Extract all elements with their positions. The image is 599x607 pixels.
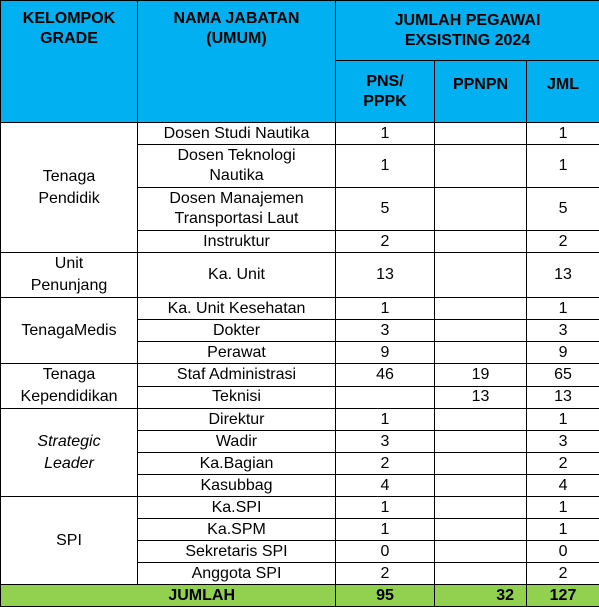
position-cell: Direktur [138,409,336,431]
header-group [1,1,138,123]
ppnpn-cell [435,453,527,475]
position-cell: Ka. Unit Kesehatan [138,298,336,320]
pns-cell: 46 [336,364,435,387]
pns-cell [336,386,435,409]
group-label: Tenaga Pendidik [38,168,99,207]
group-label: SPI [56,532,82,549]
position-cell: Teknisi [138,386,336,409]
group-label: Unit Penunjang [31,255,108,294]
ppnpn-cell [435,342,527,364]
ppnpn-cell [435,253,527,298]
jml-cell: 1 [527,497,599,519]
header-position [138,1,336,123]
ppnpn-cell [435,497,527,519]
group-cell [1,409,138,497]
header-ppnpn [435,61,527,123]
position-cell: Ka.SPM [138,519,336,541]
pns-cell: 1 [336,519,435,541]
ppnpn-cell [435,541,527,563]
position-cell: Instruktur [138,231,336,253]
header-jml [527,61,599,123]
header-ppnpn-label: PPNPN [453,61,508,95]
position-cell: Ka.SPI [138,497,336,519]
position-cell: Anggota SPI [138,563,336,585]
table-row [1,497,599,519]
jml-cell: 1 [527,145,599,188]
total-label: JUMLAH [1,585,336,607]
position-cell: Ka.Bagian [138,453,336,475]
jml-cell: 2 [527,231,599,253]
position-cell: Dokter [138,320,336,342]
jml-cell: 1 [527,519,599,541]
position-cell: Ka. Unit [138,253,336,298]
ppnpn-cell [435,298,527,320]
header-position-label: NAMA JABATAN (UMUM) [174,1,300,49]
ppnpn-cell [435,231,527,253]
position-cell: Dosen Teknologi Nautika [138,145,336,188]
ppnpn-cell: 19 [435,364,527,387]
table-row [1,298,599,320]
ppnpn-cell [435,145,527,188]
jml-cell: 4 [527,475,599,497]
table-row [1,253,599,298]
group-cell [1,364,138,409]
pns-cell: 2 [336,453,435,475]
jml-cell: 3 [527,320,599,342]
ppnpn-cell [435,409,527,431]
header-existing-label: JUMLAH PEGAWAI EXSISTING 2024 [395,12,541,49]
pns-cell: 2 [336,563,435,585]
jml-cell: 2 [527,453,599,475]
header-pns [336,61,435,123]
position-cell: Perawat [138,342,336,364]
total-jml: 127 [527,585,599,607]
ppnpn-cell [435,320,527,342]
pns-cell: 5 [336,188,435,231]
pns-cell: 13 [336,253,435,298]
pns-cell: 0 [336,541,435,563]
group-cell [1,298,138,364]
pns-cell: 3 [336,431,435,453]
total-row [1,585,599,607]
pns-cell: 1 [336,123,435,145]
jml-cell: 65 [527,364,599,387]
ppnpn-cell [435,519,527,541]
ppnpn-cell [435,475,527,497]
pns-cell: 4 [336,475,435,497]
pns-cell: 1 [336,145,435,188]
position-cell: Dosen Studi Nautika [138,123,336,145]
ppnpn-cell [435,431,527,453]
ppnpn-cell [435,123,527,145]
table-row [1,123,599,145]
position-cell: Dosen Manajemen Transportasi Laut [138,188,336,231]
jml-cell: 1 [527,409,599,431]
position-cell: Sekretaris SPI [138,541,336,563]
header-jml-label: JML [547,61,579,95]
jml-cell: 0 [527,541,599,563]
jml-cell: 9 [527,342,599,364]
group-label: Tenaga Kependidikan [21,366,118,405]
jml-cell: 13 [527,386,599,409]
header-existing [336,1,599,61]
jml-cell: 3 [527,431,599,453]
table-row [1,364,599,387]
ppnpn-cell [435,188,527,231]
jml-cell: 1 [527,123,599,145]
pns-cell: 2 [336,231,435,253]
jml-cell: 13 [527,253,599,298]
pns-cell: 9 [336,342,435,364]
jml-cell: 1 [527,298,599,320]
jml-cell: 2 [527,563,599,585]
position-cell: Staf Administrasi [138,364,336,387]
ppnpn-cell [435,563,527,585]
position-cell: Wadir [138,431,336,453]
group-cell [1,123,138,253]
total-ppnpn: 32 [435,585,527,607]
group-cell [1,497,138,585]
group-label: TenagaMedis [21,322,116,339]
table-row [1,409,599,431]
pns-cell: 1 [336,497,435,519]
jml-cell: 5 [527,188,599,231]
ppnpn-cell: 13 [435,386,527,409]
header-pns-label: PNS/ PPPK [363,73,407,110]
pns-cell: 1 [336,298,435,320]
group-cell [1,253,138,298]
pns-cell: 3 [336,320,435,342]
total-pns: 95 [336,585,435,607]
group-label: Strategic Leader [37,433,100,472]
header-group-label: KELOMPOK GRADE [23,1,115,49]
position-cell: Kasubbag [138,475,336,497]
pns-cell: 1 [336,409,435,431]
table-body [1,123,599,607]
